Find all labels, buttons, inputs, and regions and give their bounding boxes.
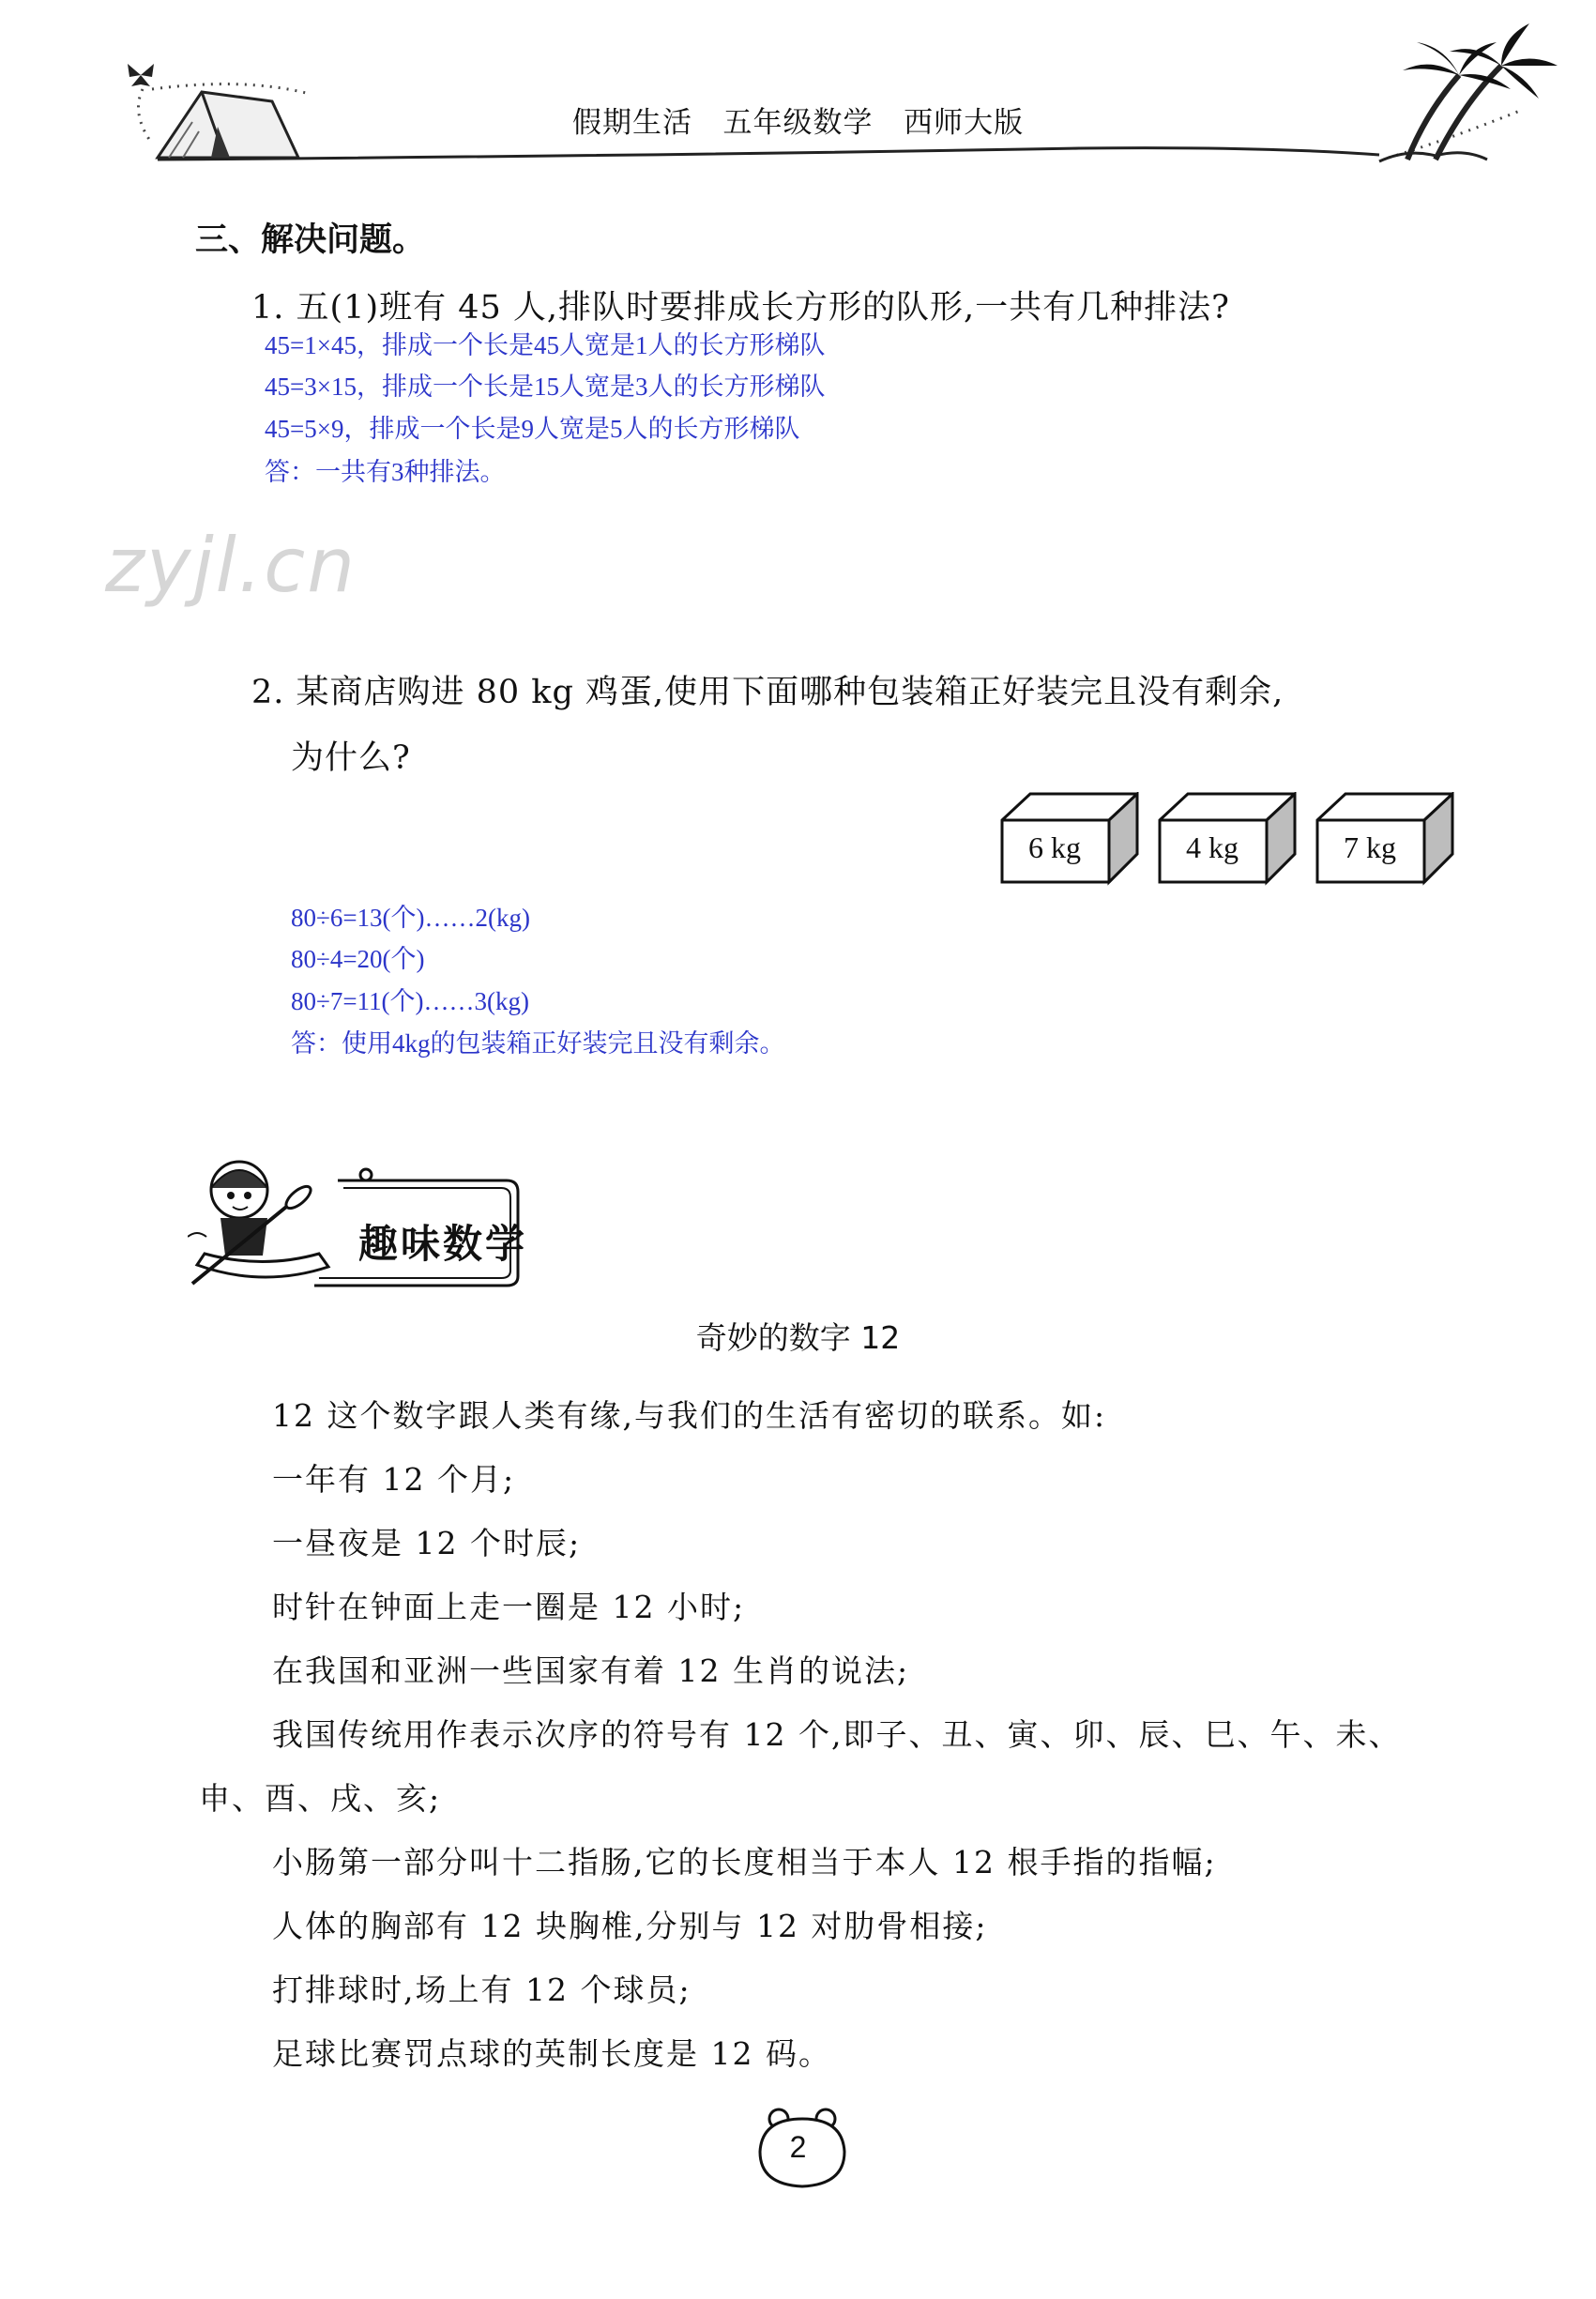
question-2-line-2: 为什么? [291, 739, 411, 777]
box-4kg-label: 4 kg [1186, 830, 1239, 864]
question-1-answer-line: 45=3×15，排成一个长是15人宽是3人的长方形梯队 [265, 373, 826, 401]
question-1-conclusion: 答：一共有3种排法。 [265, 458, 506, 486]
question-2-answer-line: 80÷4=20(个) [291, 945, 425, 973]
story-line: 12 这个数字跟人类有缘,与我们的生活有密切的联系。如: [272, 1397, 1107, 1434]
story-line: 在我国和亚洲一些国家有着 12 生肖的说法; [272, 1652, 910, 1689]
fun-math-title: 趣味数学 [358, 1221, 528, 1267]
butterfly-icon [128, 64, 154, 86]
question-2-conclusion: 答：使用4kg的包装箱正好装完且没有剩余。 [291, 1029, 785, 1058]
question-1-answer-line: 45=1×45，排成一个长是45人宽是1人的长方形梯队 [265, 331, 826, 359]
page-number: 2 [789, 2130, 807, 2164]
story-line: 小肠第一部分叫十二指肠,它的长度相当于本人 12 根手指的指幅; [272, 1844, 1217, 1880]
tent-icon [158, 92, 298, 158]
header-decoration [0, 0, 1596, 188]
question-2-answer-line: 80÷7=11(个)……3(kg) [291, 987, 530, 1015]
watermark: zyjl.cn [105, 522, 357, 609]
story-line: 人体的胸部有 12 块胸椎,分别与 12 对肋骨相接; [272, 1908, 988, 1944]
story-line: 申、酉、戌、亥; [199, 1780, 442, 1817]
story-title: 奇妙的数字 12 [695, 1319, 901, 1356]
story-line: 足球比赛罚点球的英制长度是 12 码。 [272, 2035, 831, 2072]
kayaker-icon [188, 1162, 328, 1284]
box-6kg-label: 6 kg [1028, 830, 1081, 864]
story-line: 我国传统用作表示次序的符号有 12 个,即子、丑、寅、卯、辰、巳、午、未、 [272, 1716, 1402, 1753]
question-1: 1. 五(1)班有 45 人,排队时要排成长方形的队形,一共有几种排法? [251, 289, 1230, 327]
story-line: 时针在钟面上走一圈是 12 小时; [272, 1589, 746, 1625]
story-line: 一年有 12 个月; [272, 1461, 516, 1498]
section-title: 三、解决问题。 [195, 221, 426, 259]
question-2-answer-line: 80÷6=13(个)……2(kg) [291, 904, 531, 932]
question-2-line-1: 2. 某商店购进 80 kg 鸡蛋,使用下面哪种包装箱正好装完且没有剩余, [251, 674, 1284, 711]
palm-tree-icon [1379, 23, 1558, 161]
header-title: 假期生活 五年级数学 西师大版 [572, 106, 1025, 140]
box-7kg-label: 7 kg [1344, 830, 1396, 864]
story-line: 打排球时,场上有 12 个球员; [272, 1972, 692, 2008]
story-line: 一昼夜是 12 个时辰; [272, 1525, 582, 1561]
question-1-answer-line: 45=5×9，排成一个长是9人宽是5人的长方形梯队 [265, 415, 800, 443]
